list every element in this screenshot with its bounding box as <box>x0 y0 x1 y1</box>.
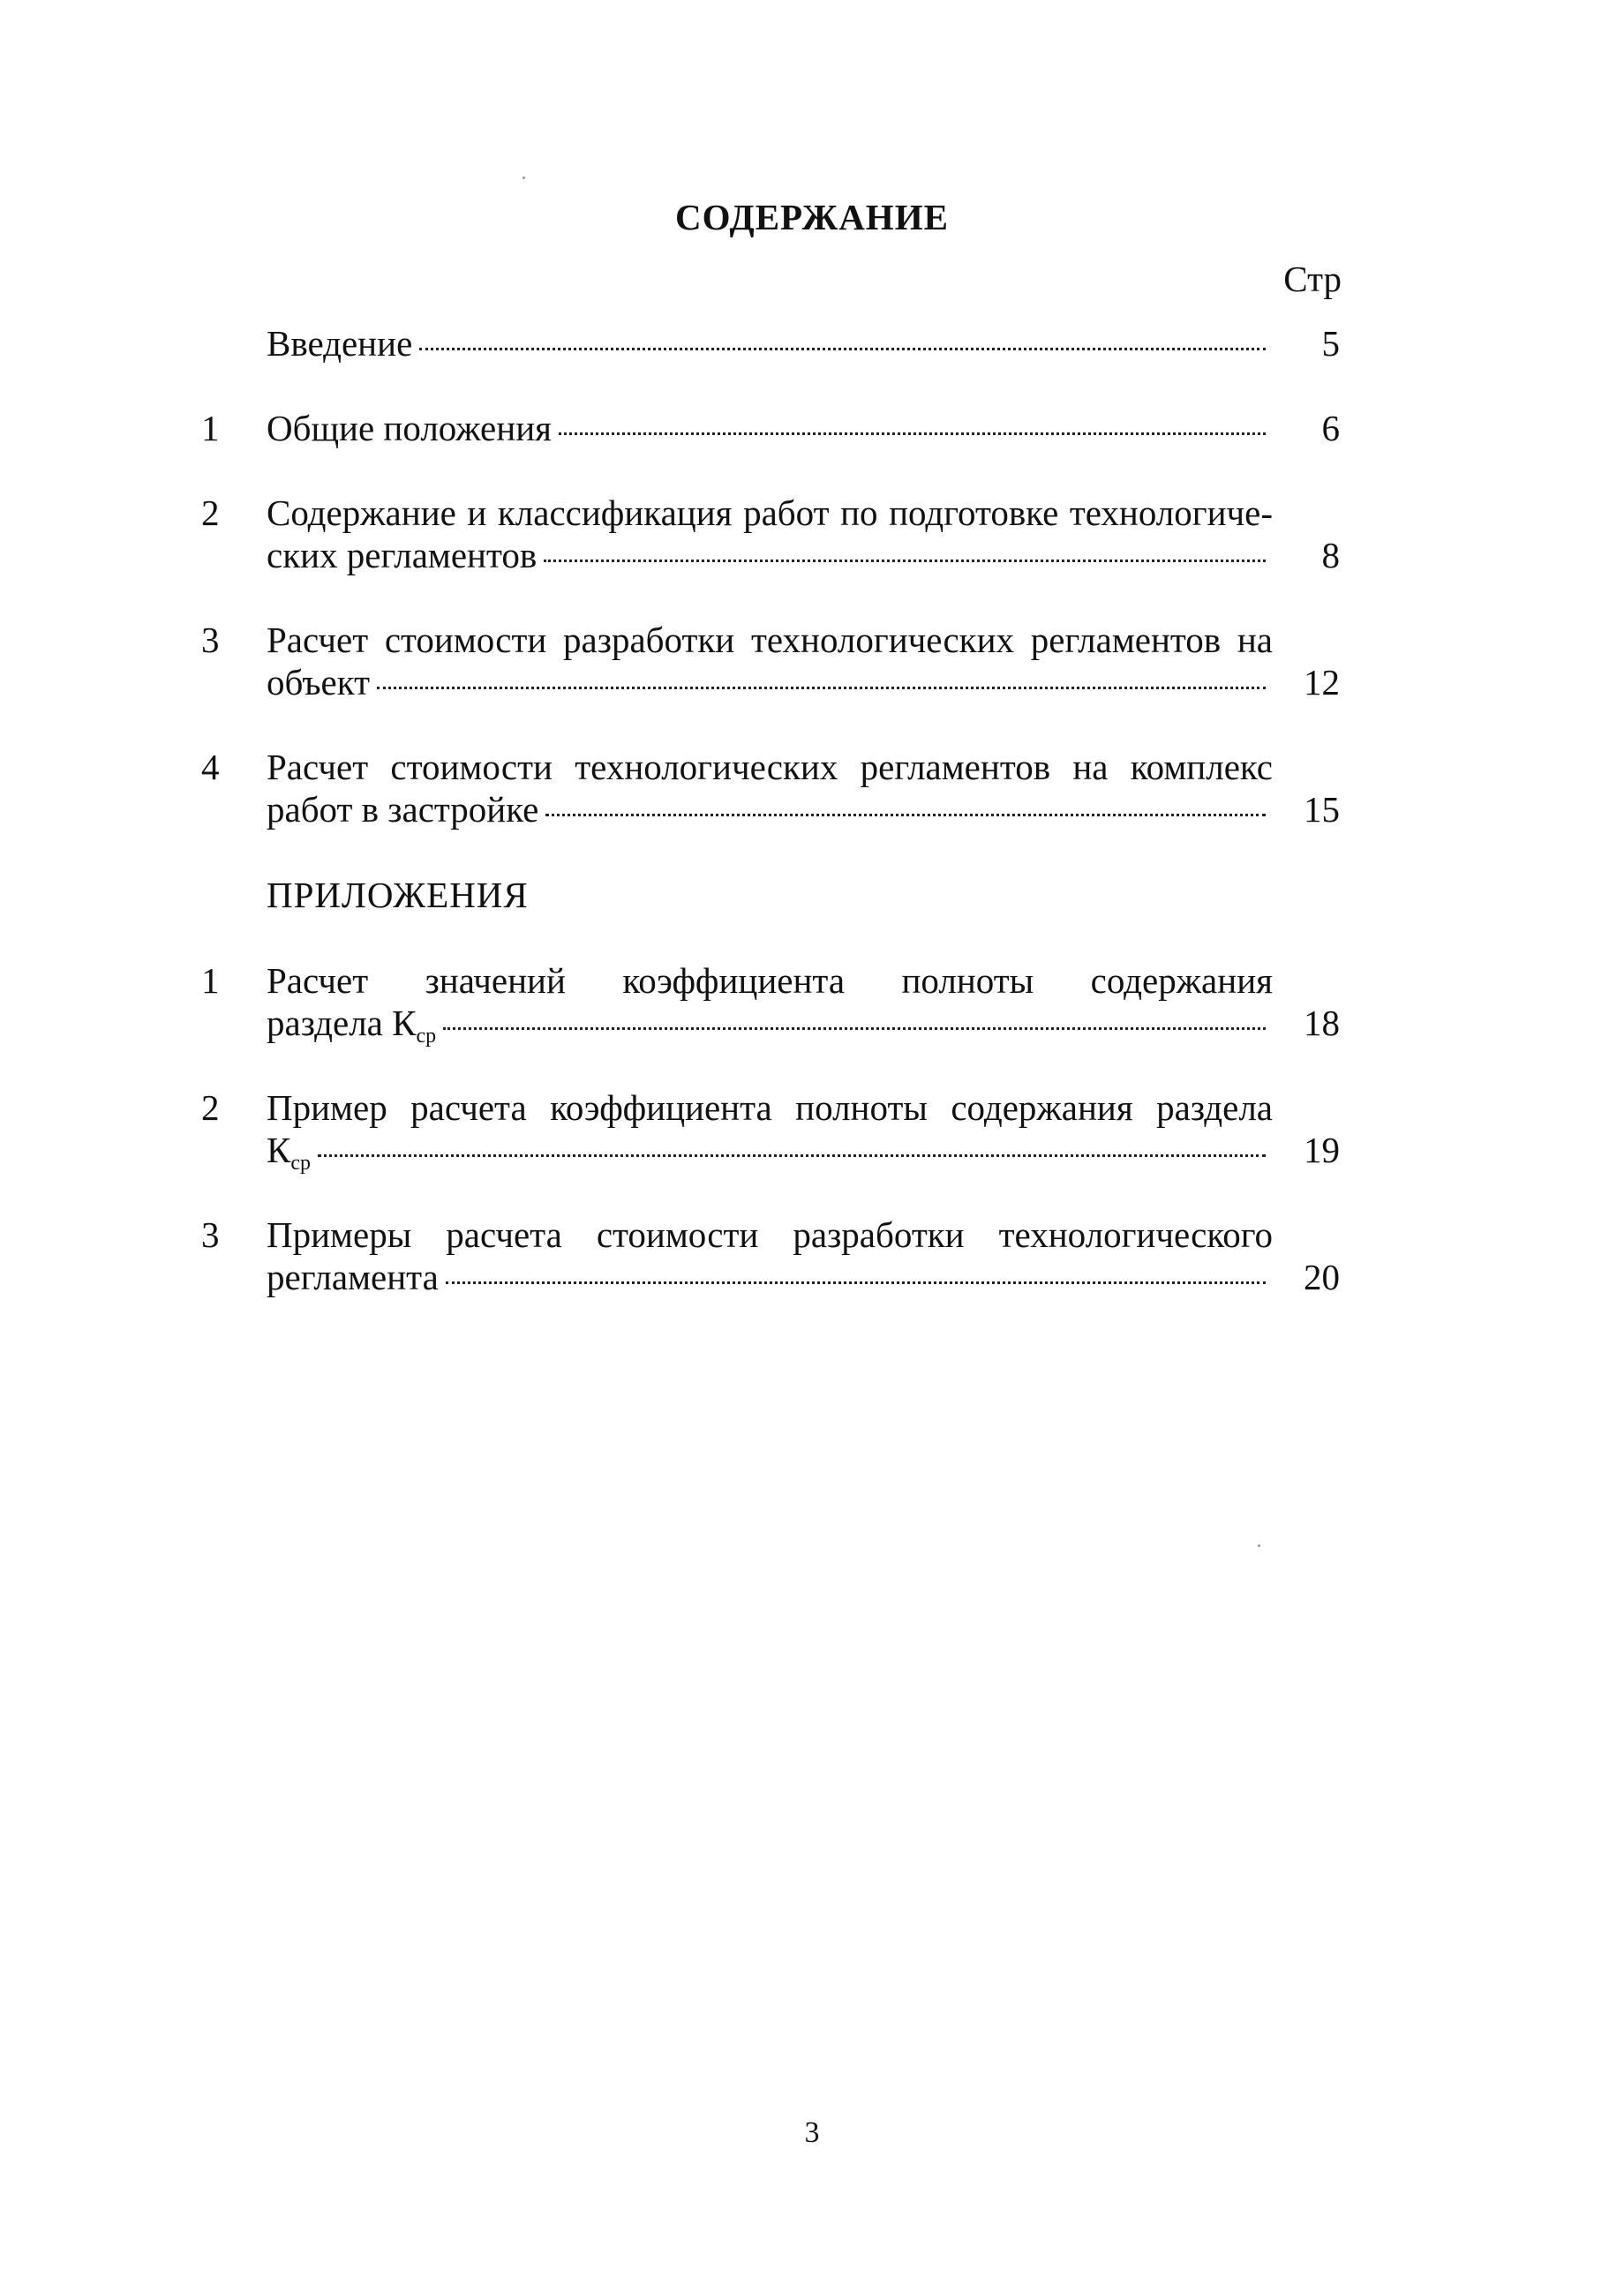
scan-speck <box>523 177 525 179</box>
toc-entry-title: $К_{ср}$ <box>267 1130 312 1175</box>
toc-entry-page: 19 <box>1304 1130 1340 1170</box>
page-column-header: Стр <box>1283 259 1342 299</box>
toc-entry-title-line: Содержание и классификация работ по подготовке технологиче- <box>267 492 1273 533</box>
toc-entry-number: 1 <box>201 960 220 1001</box>
toc-entry-title: раздела $К_{ср}$ <box>267 1003 437 1048</box>
toc-entry-title: объект <box>267 662 371 702</box>
toc-entry-title-line: Расчет стоимости технологических регламентов на комплекс <box>267 747 1273 787</box>
toc-entry-number: 1 <box>201 408 220 448</box>
dot-leader <box>377 687 1266 689</box>
toc-entry-page: 15 <box>1304 789 1340 830</box>
toc-entry-title-line: Примеры расчета стоимости разработки технологического <box>267 1214 1273 1255</box>
toc-entry-title: работ в застройке <box>267 789 539 830</box>
toc-entry-number: 2 <box>201 1087 220 1128</box>
toc-entry-page: 12 <box>1304 662 1340 702</box>
toc-entry-page: 18 <box>1304 1003 1340 1043</box>
dot-leader <box>443 1027 1266 1030</box>
toc-entry-title: регламента <box>267 1257 439 1297</box>
toc-entry-number: 2 <box>201 492 220 533</box>
toc-entry-page: 8 <box>1321 535 1340 575</box>
dot-leader <box>318 1154 1266 1157</box>
toc-entry-number: 4 <box>201 747 220 787</box>
scan-speck <box>1258 1544 1260 1547</box>
appendix-heading: ПРИЛОЖЕНИЯ <box>267 875 529 915</box>
toc-entry-title-line: Пример расчета коэффициента полноты содержания раздела <box>267 1087 1273 1128</box>
dot-leader <box>559 432 1266 435</box>
subscript: ср <box>416 1025 437 1048</box>
toc-entry-number: 3 <box>201 1214 220 1255</box>
page-title: СОДЕРЖАНИЕ <box>675 197 949 237</box>
dot-leader <box>545 814 1266 816</box>
toc-entry-title: Общие положения <box>267 408 552 448</box>
dot-leader <box>446 1281 1266 1284</box>
toc-entry-title: ских регламентов <box>267 535 538 575</box>
dot-leader <box>419 348 1266 350</box>
page-number: 3 <box>804 2116 820 2149</box>
subscript: ср <box>290 1152 312 1175</box>
dot-leader <box>544 560 1266 562</box>
toc-entry-number: 3 <box>201 620 220 660</box>
toc-entry-page: 5 <box>1321 323 1340 364</box>
toc-entry-page: 20 <box>1304 1257 1340 1297</box>
toc-entry-title-line: Расчет стоимости разработки технологических регламентов на <box>267 620 1273 660</box>
toc-entry-page: 6 <box>1321 408 1340 448</box>
toc-entry-title: Введение <box>267 323 413 364</box>
toc-entry-title-line: Расчет значений коэффициента полноты содержания <box>267 960 1273 1001</box>
